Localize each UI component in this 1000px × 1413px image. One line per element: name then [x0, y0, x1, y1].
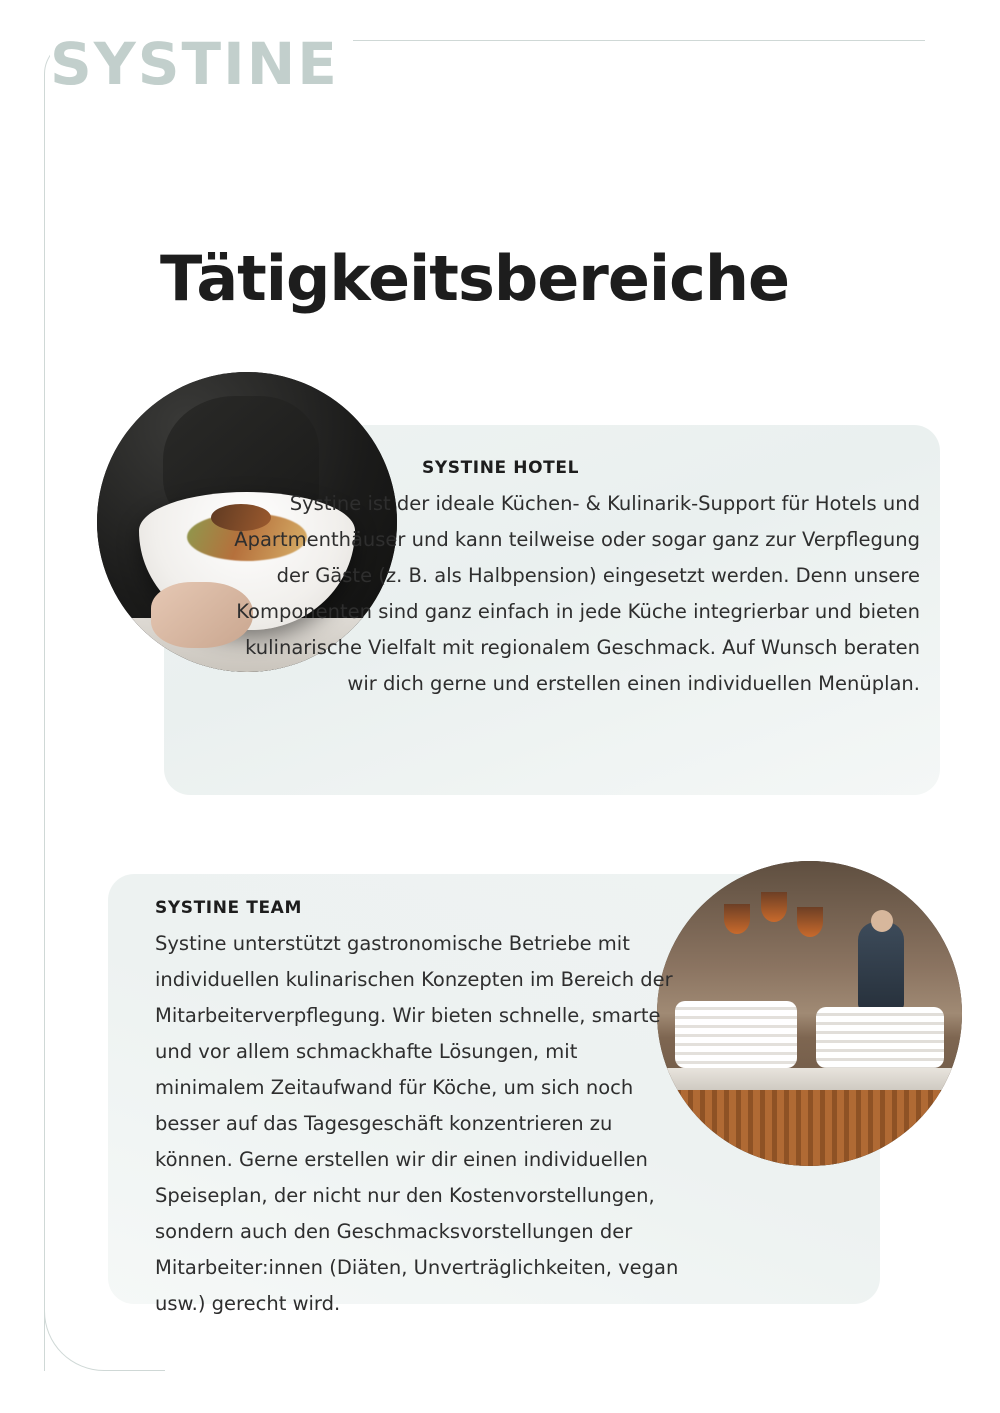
systine-team-heading: SYSTINE TEAM [155, 898, 302, 918]
systine-team-text-block [155, 898, 685, 1322]
photo-cook-head-shape [871, 910, 893, 932]
photo-plate-stack-shape [675, 1001, 797, 1068]
systine-logo [50, 30, 353, 98]
kitchen-with-stacked-plates-photo [657, 861, 962, 1166]
logo-wordmark: SYSTINE [50, 30, 339, 98]
photo-lamp-shape [761, 892, 787, 922]
photo-wood-panel-shape [657, 1090, 962, 1166]
photo-lamp-shape [797, 907, 823, 937]
photo-counter-shape [657, 1068, 962, 1089]
systine-hotel-heading: SYSTINE HOTEL [422, 458, 579, 478]
page-title: Tätigkeitsbereiche [160, 241, 790, 315]
photo-cook-shape [858, 922, 904, 1010]
systine-team-body: Systine unterstützt gastronomische Betriebe mit individuellen kulinarischen Konzepten im Bereich der Mitarbeiterverpflegung. Wir bieten schnelle, smarte und vor allem schmackhafte Lösungen, mit minimalem Zeitaufwand für Köche, um sich noch besser auf das Tagesgeschäft konzentrieren zu können. Gerne erstellen wir dir einen individuellen Speiseplan, der nicht nur den Kostenvorstellungen, sondern auch den Geschmacksvorstellungen der Mitarbeiter:innen (Diäten, Unverträglichkeiten, vegan usw.) gerecht wird. [155, 932, 679, 1315]
systine-hotel-body: Systine ist der ideale Küchen- & Kulinarik-Support für Hotels und Apartmenthäuser und kann teilweise oder sogar ganz zur Verpflegung der Gäste (z. B. als Halbpension) eingesetzt werden. Denn unsere Komponenten sind ganz einfach in jede Küche integrierbar und bieten kulinarische Vielfalt mit regionalem Geschmack. Auf Wunsch beraten wir dich gerne und erstellen einen individuellen Menüplan. [234, 492, 920, 695]
photo-plate-stack-shape [816, 1007, 944, 1068]
photo-lamp-shape [724, 904, 750, 934]
systine-hotel-text-block [220, 458, 920, 702]
